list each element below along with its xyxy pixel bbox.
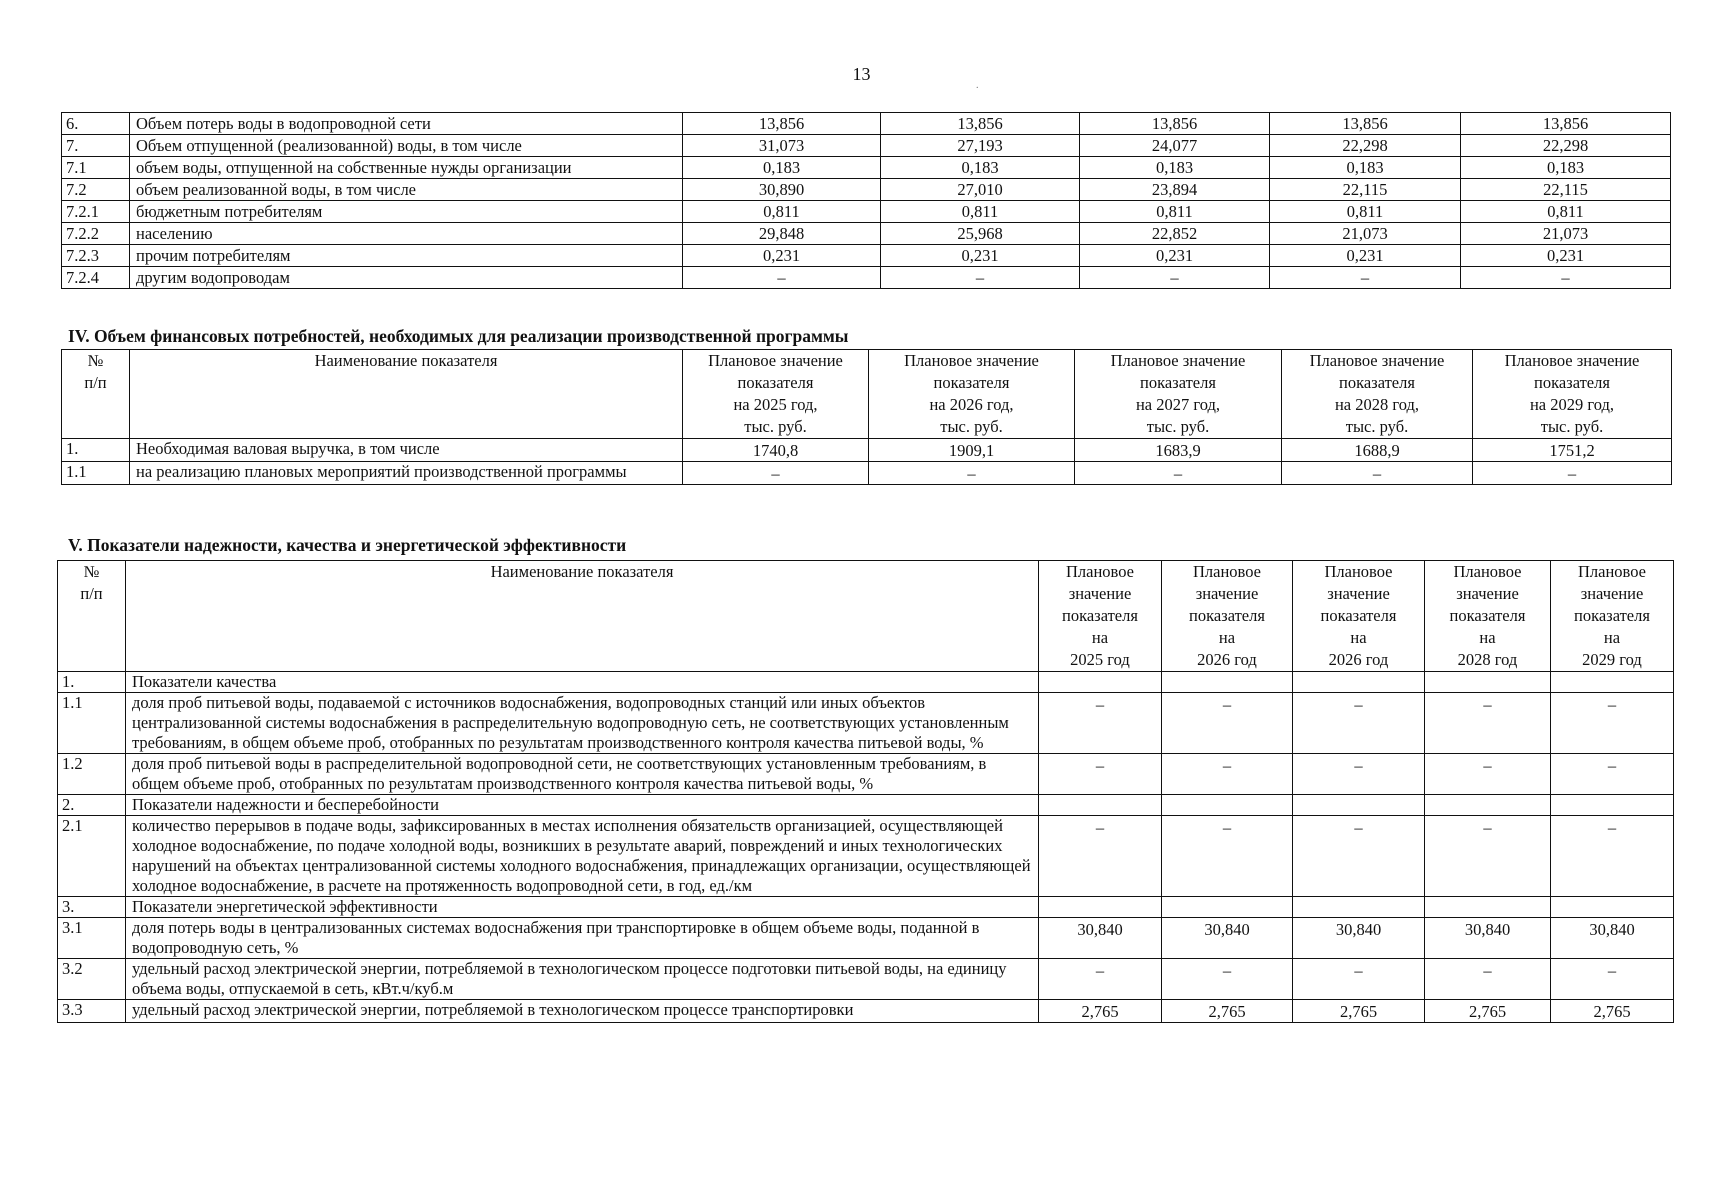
indicator-name: Объем отпущенной (реализованной) воды, в том числе xyxy=(130,135,683,157)
col-year-header: Плановое значение показателя на 2025 год, тыс. руб. xyxy=(683,350,869,439)
indicator-name: другим водопроводам xyxy=(130,267,683,289)
value-cell: – xyxy=(1293,816,1425,897)
row-number: 3.2 xyxy=(58,959,126,1000)
value-cell: – xyxy=(1461,267,1671,289)
value-cell: 27,010 xyxy=(881,179,1080,201)
scan-speck: . xyxy=(976,80,979,91)
indicator-name: объем реализованной воды, в том числе xyxy=(130,179,683,201)
water-volume-table xyxy=(61,112,1671,289)
value-cell xyxy=(1425,897,1551,918)
value-cell xyxy=(1162,672,1293,693)
value-cell: 30,840 xyxy=(1551,918,1674,959)
row-number: 2. xyxy=(58,795,126,816)
value-cell: – xyxy=(1551,754,1674,795)
value-cell: 13,856 xyxy=(881,113,1080,135)
value-cell: 25,968 xyxy=(881,223,1080,245)
indicator-name: доля проб питьевой воды в распределительной водопроводной сети, не соответствующих установленным требованиям, в общем объеме проб, отобранных по результатам производственного контроля качества питьевой воды, % xyxy=(126,754,1039,795)
indicator-name: бюджетным потребителям xyxy=(130,201,683,223)
col-year-header: Плановое значение показателя на 2026 год xyxy=(1162,561,1293,672)
section-5-title: V. Показатели надежности, качества и энергетической эффективности xyxy=(68,535,627,555)
value-cell: 0,231 xyxy=(683,245,881,267)
table-row xyxy=(58,897,1674,918)
value-cell: 13,856 xyxy=(1270,113,1461,135)
value-cell: – xyxy=(881,267,1080,289)
value-cell xyxy=(1551,897,1674,918)
table-row xyxy=(58,754,1674,795)
value-cell: – xyxy=(1293,959,1425,1000)
value-cell: 0,811 xyxy=(881,201,1080,223)
value-cell: 1688,9 xyxy=(1282,439,1473,462)
value-cell xyxy=(1551,672,1674,693)
table-row xyxy=(58,795,1674,816)
value-cell: 0,811 xyxy=(1461,201,1671,223)
indicator-name: на реализацию плановых мероприятий производственной программы xyxy=(130,462,683,485)
financial-needs-table xyxy=(61,349,1672,485)
value-cell: – xyxy=(683,462,869,485)
row-number: 1. xyxy=(62,439,130,462)
indicator-name: населению xyxy=(130,223,683,245)
indicator-name: Показатели надежности и бесперебойности xyxy=(126,795,1039,816)
col-num-header: № п/п xyxy=(62,350,130,439)
value-cell: 30,840 xyxy=(1293,918,1425,959)
table-row xyxy=(62,113,1671,135)
value-cell: 0,231 xyxy=(1080,245,1270,267)
reliability-quality-table xyxy=(57,560,1674,1023)
value-cell: 22,298 xyxy=(1461,135,1671,157)
value-cell: – xyxy=(1425,816,1551,897)
col-num-header: № п/п xyxy=(58,561,126,672)
table-row xyxy=(58,816,1674,897)
value-cell: – xyxy=(1425,693,1551,754)
table-row xyxy=(62,179,1671,201)
row-number: 1.2 xyxy=(58,754,126,795)
value-cell: 2,765 xyxy=(1425,1000,1551,1023)
value-cell: 21,073 xyxy=(1461,223,1671,245)
value-cell: 0,183 xyxy=(683,157,881,179)
value-cell: – xyxy=(1473,462,1672,485)
indicator-name: доля потерь воды в централизованных системах водоснабжения при транспортировке в общем объеме воды, поданной в водопроводную сеть, % xyxy=(126,918,1039,959)
value-cell xyxy=(1293,795,1425,816)
table-row xyxy=(62,135,1671,157)
col-year-header: Плановое значение показателя на 2028 год, тыс. руб. xyxy=(1282,350,1473,439)
value-cell: – xyxy=(1551,816,1674,897)
value-cell: – xyxy=(1039,816,1162,897)
value-cell: – xyxy=(1551,693,1674,754)
row-number: 1.1 xyxy=(62,462,130,485)
indicator-name: Показатели энергетической эффективности xyxy=(126,897,1039,918)
value-cell: 22,115 xyxy=(1270,179,1461,201)
col-year-header: Плановое значение показателя на 2025 год xyxy=(1039,561,1162,672)
row-number: 7.2.2 xyxy=(62,223,130,245)
table-row xyxy=(62,223,1671,245)
value-cell: 30,840 xyxy=(1039,918,1162,959)
value-cell: 0,231 xyxy=(881,245,1080,267)
table-row xyxy=(62,245,1671,267)
value-cell: 13,856 xyxy=(1461,113,1671,135)
value-cell xyxy=(1425,672,1551,693)
table-row xyxy=(62,462,1672,485)
indicator-name: удельный расход электрической энергии, потребляемой в технологическом процессе транспортировки xyxy=(126,1000,1039,1023)
value-cell: – xyxy=(869,462,1075,485)
value-cell xyxy=(1039,672,1162,693)
page-number: 13 xyxy=(852,64,871,84)
value-cell: 22,298 xyxy=(1270,135,1461,157)
value-cell: 27,193 xyxy=(881,135,1080,157)
value-cell: 0,183 xyxy=(881,157,1080,179)
value-cell xyxy=(1039,897,1162,918)
value-cell: 2,765 xyxy=(1293,1000,1425,1023)
value-cell: 24,077 xyxy=(1080,135,1270,157)
row-number: 6. xyxy=(62,113,130,135)
row-number: 3. xyxy=(58,897,126,918)
value-cell: 31,073 xyxy=(683,135,881,157)
indicator-name: объем воды, отпущенной на собственные нужды организации xyxy=(130,157,683,179)
value-cell: – xyxy=(1293,693,1425,754)
value-cell: – xyxy=(1162,754,1293,795)
row-number: 1. xyxy=(58,672,126,693)
value-cell: 1740,8 xyxy=(683,439,869,462)
value-cell: 22,852 xyxy=(1080,223,1270,245)
col-year-header: Плановое значение показателя на 2029 год, тыс. руб. xyxy=(1473,350,1672,439)
value-cell: 0,231 xyxy=(1270,245,1461,267)
value-cell: – xyxy=(1162,693,1293,754)
value-cell xyxy=(1162,897,1293,918)
col-year-header: Плановое значение показателя на 2026 год xyxy=(1293,561,1425,672)
indicator-name: Необходимая валовая выручка, в том числе xyxy=(130,439,683,462)
value-cell: – xyxy=(1039,754,1162,795)
row-number: 7.2.1 xyxy=(62,201,130,223)
value-cell: – xyxy=(1425,959,1551,1000)
table-header-row xyxy=(62,350,1672,439)
value-cell: 21,073 xyxy=(1270,223,1461,245)
indicator-name: количество перерывов в подаче воды, зафиксированных в местах исполнения обязательств организацией, осуществляющей холодное водоснабжение, по подаче холодной воды, возникших в результате аварий, повреждений и иных технологических нарушений на объектах централизованной системы холодного водоснабжения, принадлежащих организации, осуществляющей холодное водоснабжение, в расчете на протяженность водопроводной сети, в год, ед./км xyxy=(126,816,1039,897)
indicator-name: Объем потерь воды в водопроводной сети xyxy=(130,113,683,135)
table-row xyxy=(58,959,1674,1000)
value-cell: – xyxy=(1039,693,1162,754)
row-number: 3.3 xyxy=(58,1000,126,1023)
row-number: 7. xyxy=(62,135,130,157)
table-row xyxy=(62,439,1672,462)
value-cell: – xyxy=(1425,754,1551,795)
indicator-name: Показатели качества xyxy=(126,672,1039,693)
value-cell: 0,231 xyxy=(1461,245,1671,267)
value-cell: 30,840 xyxy=(1425,918,1551,959)
value-cell: 2,765 xyxy=(1162,1000,1293,1023)
value-cell: 13,856 xyxy=(1080,113,1270,135)
row-number: 7.2 xyxy=(62,179,130,201)
value-cell: 2,765 xyxy=(1551,1000,1674,1023)
row-number: 1.1 xyxy=(58,693,126,754)
table-row xyxy=(58,693,1674,754)
value-cell: 30,890 xyxy=(683,179,881,201)
value-cell xyxy=(1039,795,1162,816)
value-cell: – xyxy=(1293,754,1425,795)
value-cell: 22,115 xyxy=(1461,179,1671,201)
table-row xyxy=(58,1000,1674,1023)
value-cell: – xyxy=(1162,816,1293,897)
value-cell: 2,765 xyxy=(1039,1000,1162,1023)
col-year-header: Плановое значение показателя на 2026 год, тыс. руб. xyxy=(869,350,1075,439)
value-cell: 1683,9 xyxy=(1075,439,1282,462)
row-number: 2.1 xyxy=(58,816,126,897)
value-cell: 23,894 xyxy=(1080,179,1270,201)
table-header-row xyxy=(58,561,1674,672)
row-number: 3.1 xyxy=(58,918,126,959)
row-number: 7.2.4 xyxy=(62,267,130,289)
value-cell: – xyxy=(1080,267,1270,289)
value-cell: 0,811 xyxy=(1270,201,1461,223)
value-cell xyxy=(1162,795,1293,816)
table-row xyxy=(62,267,1671,289)
value-cell: 30,840 xyxy=(1162,918,1293,959)
col-year-header: Плановое значение показателя на 2027 год, тыс. руб. xyxy=(1075,350,1282,439)
table-row xyxy=(58,918,1674,959)
table-row xyxy=(62,201,1671,223)
indicator-name: удельный расход электрической энергии, потребляемой в технологическом процессе подготовки питьевой воды, на единицу объема воды, отпускаемой в сеть, кВт.ч/куб.м xyxy=(126,959,1039,1000)
value-cell: 0,183 xyxy=(1270,157,1461,179)
value-cell: 1909,1 xyxy=(869,439,1075,462)
col-name-header: Наименование показателя xyxy=(126,561,1039,672)
value-cell: 13,856 xyxy=(683,113,881,135)
value-cell: 0,183 xyxy=(1461,157,1671,179)
row-number: 7.2.3 xyxy=(62,245,130,267)
value-cell: 0,811 xyxy=(683,201,881,223)
value-cell: 0,183 xyxy=(1080,157,1270,179)
value-cell: 29,848 xyxy=(683,223,881,245)
value-cell: – xyxy=(683,267,881,289)
value-cell: 1751,2 xyxy=(1473,439,1672,462)
table-row xyxy=(62,157,1671,179)
value-cell: – xyxy=(1282,462,1473,485)
value-cell xyxy=(1551,795,1674,816)
value-cell: – xyxy=(1270,267,1461,289)
table-row xyxy=(58,672,1674,693)
row-number: 7.1 xyxy=(62,157,130,179)
indicator-name: доля проб питьевой воды, подаваемой с источников водоснабжения, водопроводных станций или иных объектов централизованной системы водоснабжения в распределительную водопроводную сеть, не соответствующих установленным требованиям, в общем объеме проб, отобранных по результатам производственного контроля качества питьевой воды, % xyxy=(126,693,1039,754)
section-4-title: IV. Объем финансовых потребностей, необходимых для реализации производственной программы xyxy=(68,326,849,346)
col-name-header: Наименование показателя xyxy=(130,350,683,439)
value-cell xyxy=(1293,897,1425,918)
col-year-header: Плановое значение показателя на 2029 год xyxy=(1551,561,1674,672)
value-cell: – xyxy=(1039,959,1162,1000)
value-cell: – xyxy=(1551,959,1674,1000)
value-cell xyxy=(1293,672,1425,693)
indicator-name: прочим потребителям xyxy=(130,245,683,267)
value-cell: – xyxy=(1075,462,1282,485)
col-year-header: Плановое значение показателя на 2028 год xyxy=(1425,561,1551,672)
value-cell xyxy=(1425,795,1551,816)
value-cell: 0,811 xyxy=(1080,201,1270,223)
value-cell: – xyxy=(1162,959,1293,1000)
